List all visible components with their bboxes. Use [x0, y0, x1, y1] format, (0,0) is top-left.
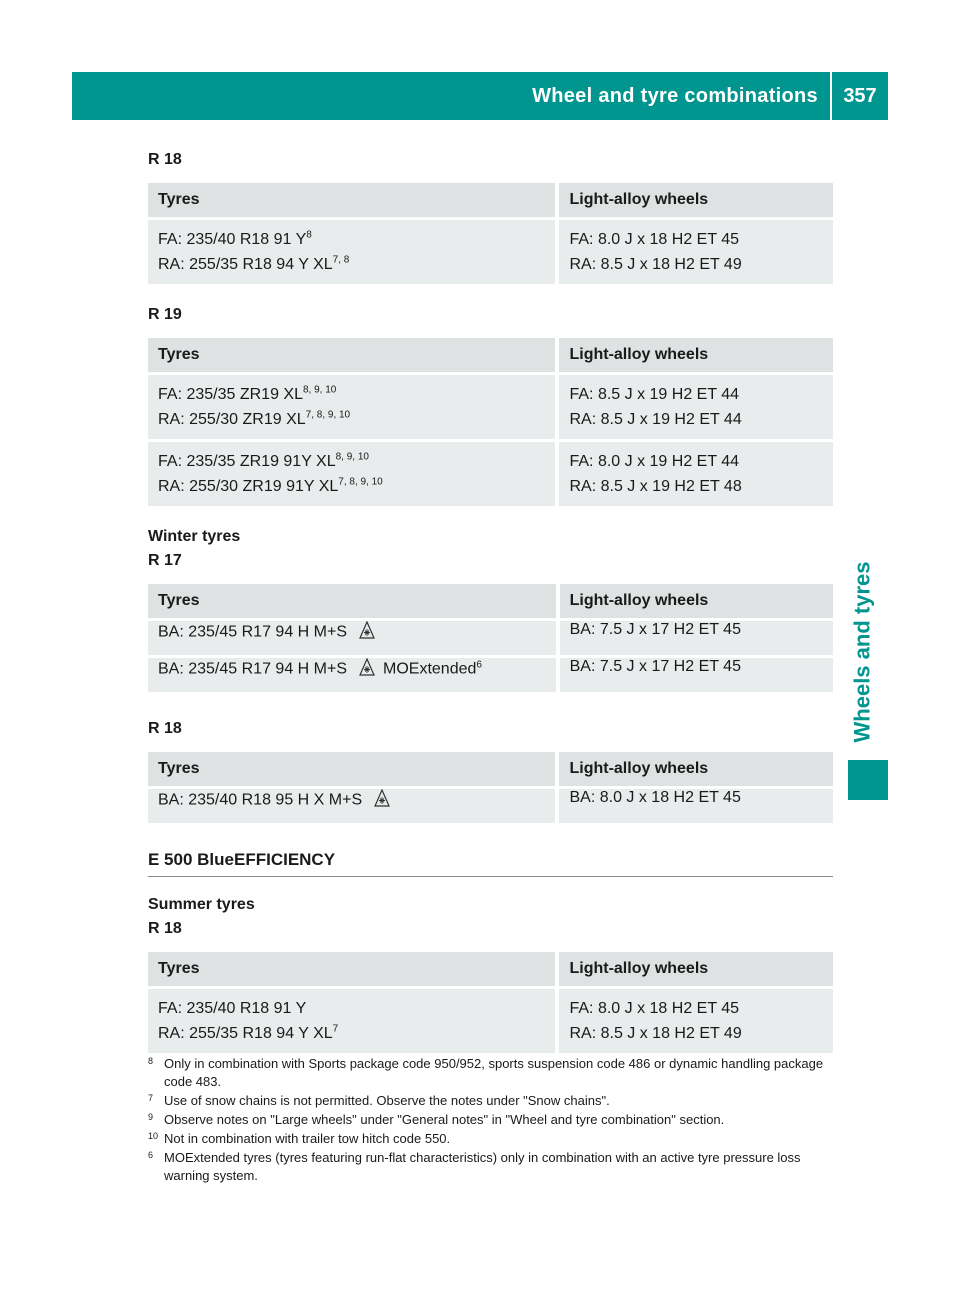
footnote-ref: 8 [306, 229, 312, 241]
footnote-ref: 7, 8, 9, 10 [305, 409, 351, 421]
footnote-number: 8 [148, 1056, 154, 1066]
footnote-number: 10 [148, 1131, 159, 1141]
col-header-tyres: Tyres [148, 752, 555, 786]
side-tab [842, 552, 882, 752]
footnote [148, 1055, 833, 1091]
snowflake-mountain-icon [359, 621, 375, 644]
col-header-wheels: Light-alloy wheels [559, 183, 833, 217]
table-header-row [148, 952, 833, 986]
wheels-cell: BA: 7.5 J x 17 H2 ET 45 [560, 621, 833, 655]
footnote-ref: 8, 9, 10 [302, 384, 337, 396]
tyre-front: FA: 235/40 R18 91 Y [158, 1000, 307, 1017]
wheels-cell: BA: 8.0 J x 18 H2 ET 45 [559, 789, 833, 823]
snowflake-mountain-icon [359, 658, 375, 681]
section-label-r18: R 18 [148, 151, 182, 168]
tyres-cell [148, 442, 555, 506]
tyre-extra: MOExtended [383, 660, 477, 678]
footnote-number: 7 [148, 1093, 154, 1103]
side-tab-label: Wheels and tyres [849, 561, 875, 743]
tyre-front: FA: 235/35 ZR19 91Y XL [158, 453, 336, 470]
footnote [148, 1111, 833, 1129]
tyre-front: FA: 235/35 ZR19 XL [158, 386, 303, 403]
footnote-text: Not in combination with trailer tow hitch code 550. [164, 1131, 451, 1146]
table-row [148, 989, 833, 1053]
wheel-front: FA: 8.0 J x 18 H2 ET 45 [569, 231, 740, 248]
tyre-rear: RA: 255/30 ZR19 91Y XL [158, 478, 339, 495]
footnote [148, 1092, 833, 1110]
wheel-front: FA: 8.5 J x 19 H2 ET 44 [569, 386, 740, 403]
footnote [148, 1130, 833, 1148]
table-header-row [148, 338, 833, 372]
footnote-ref: 7 [332, 1023, 339, 1035]
section-heading-e500: E 500 BlueEFFICIENCY [148, 850, 833, 877]
tyres-cell [148, 989, 555, 1053]
col-header-wheels: Light-alloy wheels [559, 952, 833, 986]
tyre-table-winter-r17 [148, 581, 833, 695]
section-label-winter: Winter tyres [148, 528, 241, 545]
table-header-row [148, 183, 833, 217]
footnote-text: Observe notes on "Large wheels" under "General notes" in "Wheel and tyre combination" section. [164, 1112, 725, 1127]
footnote-ref: 8, 9, 10 [335, 451, 369, 463]
wheels-cell [559, 989, 833, 1053]
tyre-rear: RA: 255/35 R18 94 Y XL [158, 1025, 333, 1042]
col-header-wheels: Light-alloy wheels [560, 584, 833, 618]
col-header-wheels: Light-alloy wheels [559, 752, 833, 786]
wheel-front: FA: 8.0 J x 18 H2 ET 45 [569, 1000, 740, 1017]
table-row [148, 621, 833, 655]
wheel-rear: RA: 8.5 J x 18 H2 ET 49 [569, 1025, 742, 1042]
section-label-r19: R 19 [148, 306, 182, 323]
tyre-table-r18 [148, 180, 833, 287]
page-number: 357 [843, 84, 877, 107]
section-label-winter-r18: R 18 [148, 720, 182, 737]
tyres-cell [148, 658, 556, 692]
footnote-ref: 6 [476, 659, 482, 671]
page-header [72, 72, 888, 120]
footnotes [148, 1055, 833, 1186]
tyre-spec: BA: 235/40 R18 95 H X M+S [158, 791, 363, 809]
footnote-number: 9 [148, 1112, 154, 1122]
tyres-cell [148, 220, 555, 284]
wheel-front: FA: 8.0 J x 19 H2 ET 44 [569, 453, 740, 470]
footnote-ref: 7, 8, 9, 10 [338, 476, 383, 488]
wheels-cell: BA: 7.5 J x 17 H2 ET 45 [560, 658, 833, 692]
tyres-cell [148, 375, 555, 439]
tyre-table-e500-r18 [148, 949, 833, 1056]
footnote [148, 1149, 833, 1185]
table-row [148, 789, 833, 823]
table-header-row [148, 752, 833, 786]
tyres-cell [148, 789, 555, 823]
wheels-cell [559, 220, 833, 284]
section-label-r17: R 17 [148, 552, 182, 569]
tyre-spec: BA: 235/45 R17 94 H M+S [158, 623, 347, 641]
snowflake-mountain-icon [374, 789, 390, 812]
wheel-rear: RA: 8.5 J x 19 H2 ET 44 [569, 411, 742, 428]
footnote-text: MOExtended tyres (tyres featuring run-flat characteristics) only in combination with an active tyre pressure loss warning system. [164, 1150, 801, 1183]
table-row [148, 658, 833, 692]
table-row [148, 442, 833, 506]
col-header-wheels: Light-alloy wheels [559, 338, 833, 372]
header-title: Wheel and tyre combinations [532, 84, 818, 107]
col-header-tyres: Tyres [148, 183, 555, 217]
footnote-number: 6 [148, 1150, 154, 1160]
tyres-cell [148, 621, 556, 655]
tyre-rear: RA: 255/35 R18 94 Y XL [158, 256, 333, 273]
tyre-table-winter-r18 [148, 749, 833, 826]
wheel-rear: RA: 8.5 J x 18 H2 ET 49 [569, 256, 742, 273]
tyre-rear: RA: 255/30 ZR19 XL [158, 411, 306, 428]
wheel-rear: RA: 8.5 J x 19 H2 ET 48 [569, 478, 742, 495]
table-header-row [148, 584, 833, 618]
page-content [148, 148, 833, 1056]
col-header-tyres: Tyres [148, 584, 556, 618]
wheels-cell [559, 375, 833, 439]
table-row [148, 375, 833, 439]
col-header-tyres: Tyres [148, 952, 555, 986]
col-header-tyres: Tyres [148, 338, 555, 372]
tyre-front: FA: 235/40 R18 91 Y [158, 231, 307, 248]
side-tab-marker [848, 760, 888, 800]
tyre-table-r19 [148, 335, 833, 509]
table-row [148, 220, 833, 284]
wheels-cell [559, 442, 833, 506]
footnote-ref: 7, 8 [332, 254, 350, 266]
footnote-text: Use of snow chains is not permitted. Observe the notes under "Snow chains". [164, 1093, 610, 1108]
section-label-e500-r18: R 18 [148, 920, 182, 937]
tyre-spec: BA: 235/45 R17 94 H M+S [158, 660, 347, 678]
section-label-summer: Summer tyres [148, 896, 255, 913]
footnote-text: Only in combination with Sports package code 950/952, sports suspension code 486 or dynamic handling package code 483. [164, 1056, 824, 1089]
